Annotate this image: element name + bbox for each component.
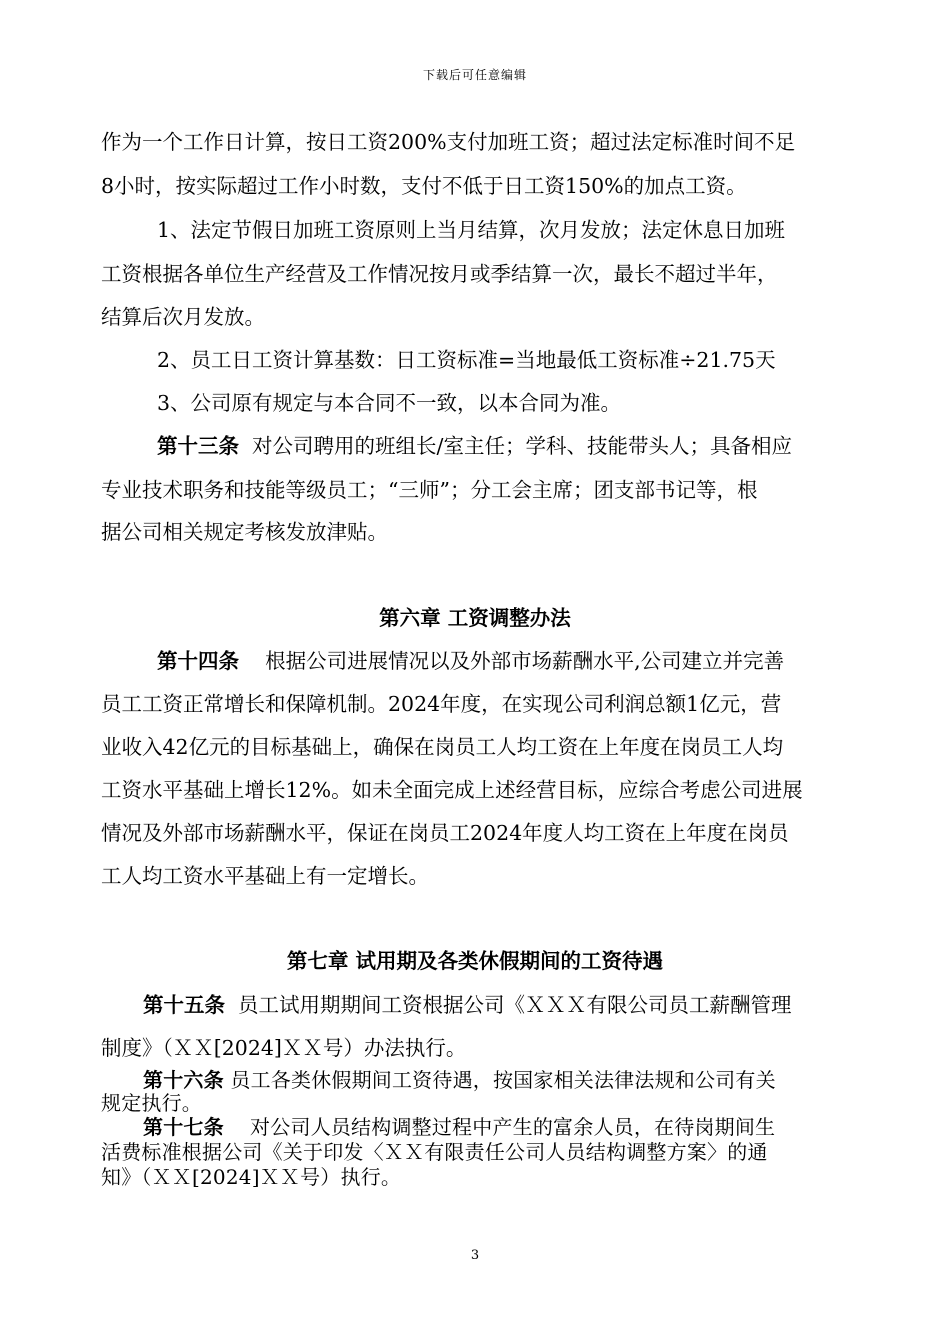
article-17-text: 对公司人员结构调整过程中产生的富余人员，在待岗期间生 bbox=[250, 1115, 776, 1139]
article-14-line: 工资水平基础上增长12%。如未全面完成上述经营目标，应综合考虑公司进展 bbox=[101, 778, 803, 802]
header-note: 下载后可任意编辑 bbox=[422, 68, 527, 82]
article-14-text: 根据公司进展情况以及外部市场薪酬水平,公司建立并完善 bbox=[265, 649, 785, 673]
list-item-2: 2、员工日工资计算基数：日工资标准=当地最低工资标准÷21.75天 bbox=[157, 348, 776, 372]
article-15-line bbox=[143, 991, 861, 1019]
article-15-line: 制度》（ＸＸ[2024]ＸＸ号）办法执行。 bbox=[101, 1036, 467, 1060]
article-13-line: 据公司相关规定考核发放津贴。 bbox=[101, 520, 388, 544]
article-13-label: 第十三条 bbox=[157, 434, 239, 458]
article-14-line: 业收入42亿元的目标基础上，确保在岗员工人均工资在上年度在岗员工人均 bbox=[101, 735, 784, 759]
article-14-line: 工人均工资水平基础上有一定增长。 bbox=[101, 864, 429, 888]
paragraph-line: 8小时，按实际超过工作小时数，支付不低于日工资150%的加点工资。 bbox=[101, 174, 747, 198]
article-17-line bbox=[143, 1113, 861, 1141]
article-13-line bbox=[157, 432, 861, 460]
article-17-line: 活费标准根据公司《关于印发〈ＸＸ有限责任公司人员结构调整方案〉的通 bbox=[101, 1140, 768, 1164]
list-item-1-line: 结算后次月发放。 bbox=[101, 305, 265, 329]
article-14-line bbox=[157, 647, 861, 675]
paragraph-line: 作为一个工作日计算，按日工资200%支付加班工资；超过法定标准时间不足 bbox=[101, 130, 796, 154]
article-15-label: 第十五条 bbox=[143, 993, 225, 1017]
article-14-label: 第十四条 bbox=[157, 649, 239, 673]
article-16-label: 第十六条 bbox=[143, 1068, 224, 1092]
article-14-line: 员工工资正常增长和保障机制。2024年度，在实现公司利润总额1亿元，营 bbox=[101, 692, 782, 716]
article-13-line: 专业技术职务和技能等级员工；“三师”；分工会主席；团支部书记等，根 bbox=[101, 478, 758, 502]
chapter-7-heading: 第七章 试用期及各类休假期间的工资待遇 bbox=[286, 949, 664, 973]
article-16-line: 规定执行。 bbox=[101, 1091, 202, 1115]
list-item-3: 3、公司原有规定与本合同不一致，以本合同为准。 bbox=[157, 391, 622, 415]
article-15-text: 员工试用期期间工资根据公司《ＸＸＸ有限公司员工薪酬管理 bbox=[238, 993, 792, 1017]
page-number: 3 bbox=[470, 1248, 480, 1263]
article-13-text: 对公司聘用的班组长/室主任；学科、技能带头人；具备相应 bbox=[252, 434, 792, 458]
list-item-1-line: 工资根据各单位生产经营及工作情况按月或季结算一次，最长不超过半年， bbox=[101, 262, 778, 286]
article-14-line: 情况及外部市场薪酬水平，保证在岗员工2024年度人均工资在上年度在岗员 bbox=[101, 821, 789, 845]
article-17-label: 第十七条 bbox=[143, 1115, 224, 1139]
chapter-6-heading: 第六章 工资调整办法 bbox=[379, 606, 571, 630]
list-item-1-line: 1、法定节假日加班工资原则上当月结算，次月发放；法定休息日加班 bbox=[157, 218, 786, 242]
article-17-line: 知》（ＸＸ[2024]ＸＸ号）执行。 bbox=[101, 1165, 402, 1189]
article-16-text: 员工各类休假期间工资待遇，按国家相关法律法规和公司有关 bbox=[230, 1068, 776, 1092]
